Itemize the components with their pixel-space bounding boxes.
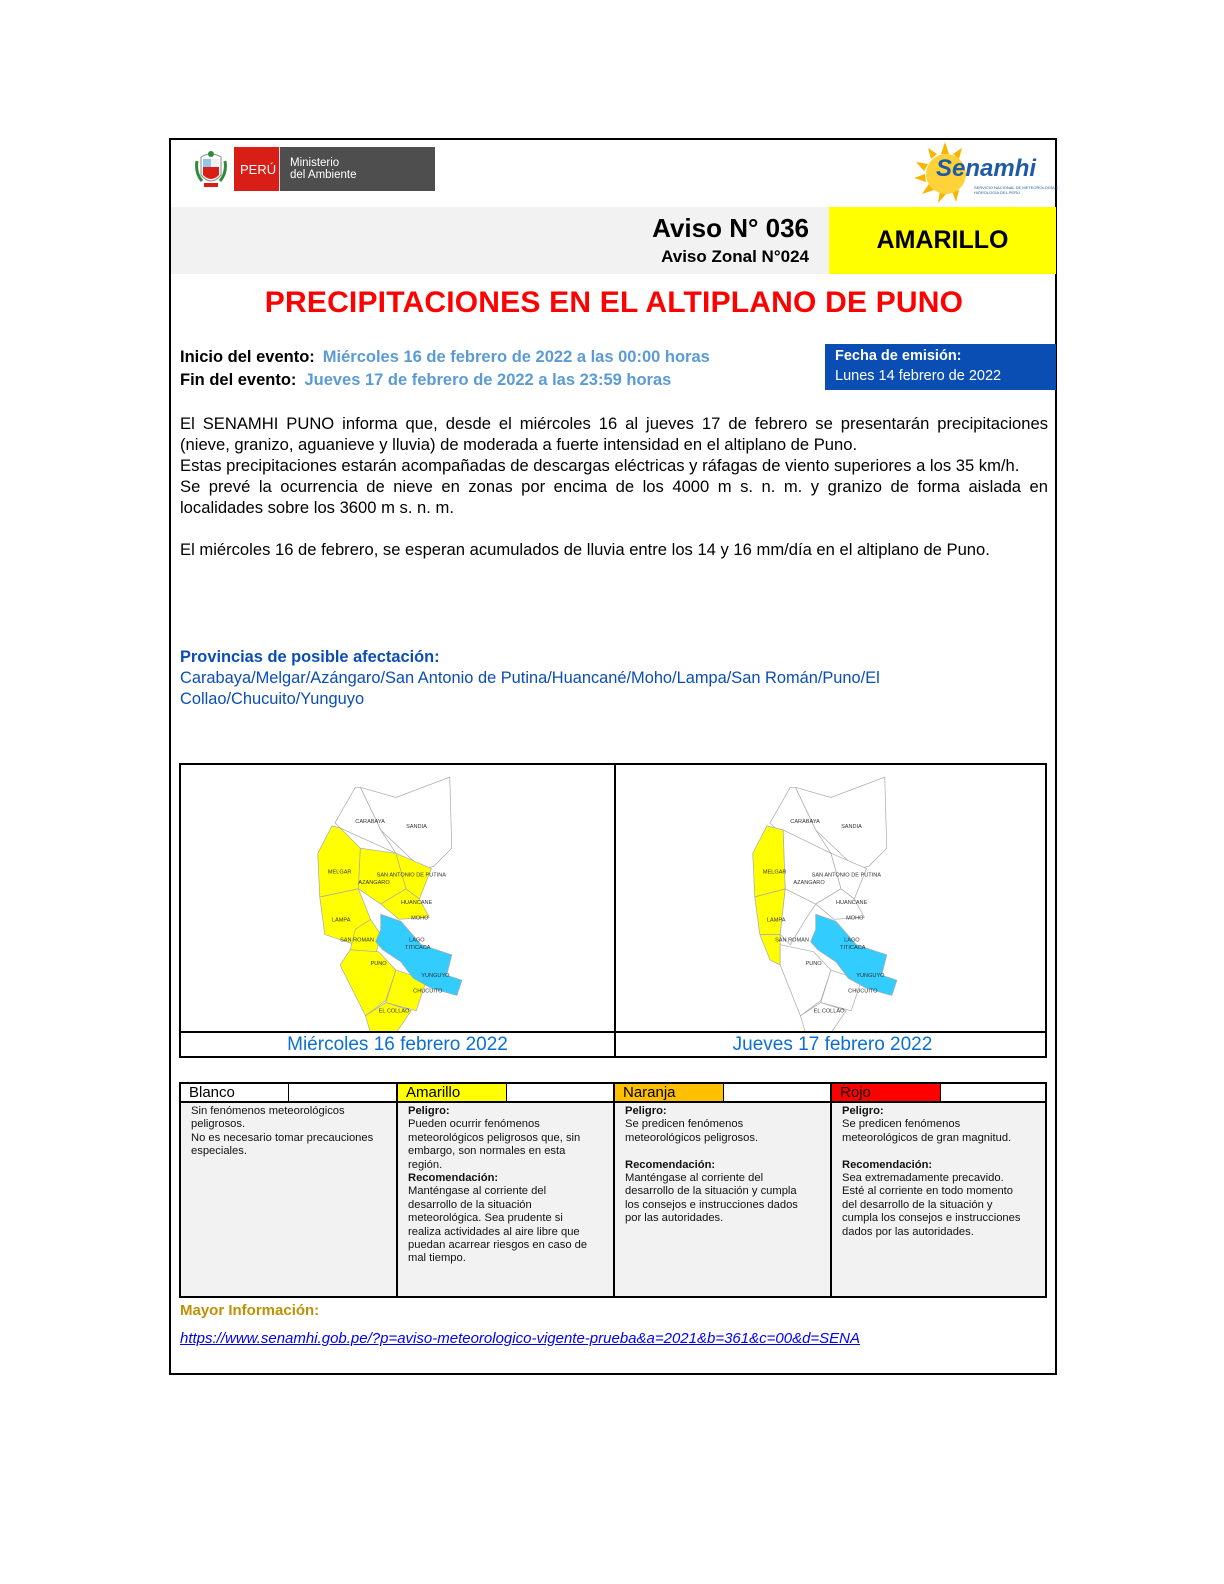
warning-description <box>180 413 1048 560</box>
ministry-logo <box>194 147 435 191</box>
peru-coat-of-arms-icon <box>194 147 228 191</box>
aviso-zonal-number: Aviso Zonal N°024 <box>661 247 809 266</box>
aviso-header-bar <box>171 207 829 274</box>
map-label-lampa: LAMPA <box>766 917 786 924</box>
map-label-lago: LAGO <box>844 937 860 944</box>
senamhi-wordmark: Senamhi <box>936 155 1037 182</box>
alert-level-badge: AMARILLO <box>829 207 1056 274</box>
legend-divider <box>613 1084 615 1296</box>
legend-text: Sin fenómenos meteorológicos <box>191 1105 345 1117</box>
legend-text: meteorológica. Sea prudente si <box>408 1212 563 1225</box>
map-label-putina: SAN ANTONIO DE PUTINA <box>376 872 446 879</box>
map-cell-day2 <box>616 765 1049 1031</box>
legend-desc-rojo <box>842 1105 1042 1239</box>
map-caption-day1: Miércoles 16 febrero 2022 <box>287 1034 508 1055</box>
map-label-el-collao: EL COLLAO <box>378 1008 410 1015</box>
description-paragraph: El SENAMHI PUNO informa que, desde el miércoles 16 al jueves 17 de febrero se presentarán precipitaciones (nieve, granizo, aguanieve y lluvia) de moderada a fuerte intensidad en el altiplano de Puno. <box>180 414 1048 454</box>
legend-desc-amarillo <box>408 1105 608 1266</box>
map-label-titicaca: TITICACA <box>405 944 431 951</box>
event-end-row <box>180 369 710 392</box>
legend-text: Pueden ocurrir fenómenos <box>408 1118 540 1131</box>
legend-text: embargo, son normales en esta <box>408 1145 566 1158</box>
map-caption-day2: Jueves 17 febrero 2022 <box>732 1034 933 1055</box>
map-label-carabaya: CARABAYA <box>790 818 820 825</box>
legend-divider <box>396 1084 398 1296</box>
legend-text: cumpla los consejos e instrucciones <box>842 1212 1021 1225</box>
legend-peligro-label: Peligro: <box>842 1105 884 1117</box>
map-label-sandia: SANDIA <box>406 823 427 830</box>
aviso-number: Aviso N° 036 <box>652 213 809 243</box>
more-info-label: Mayor Información: <box>180 1302 320 1319</box>
provinces-list: Carabaya/Melgar/Azángaro/San Antonio de Putina/Huancané/Moho/Lampa/San Román/Puno/El Collao/Chucuito/Yunguyo <box>180 669 880 708</box>
legend-recomendacion-label: Recomendación: <box>842 1158 933 1171</box>
legend-recomendacion-label: Recomendación: <box>625 1158 716 1171</box>
legend-divider <box>830 1084 832 1296</box>
legend-text: meteorológicos peligrosos. <box>625 1131 759 1144</box>
legend-text: los consejos e instrucciones dados <box>625 1198 798 1211</box>
legend-recomendacion-label: Recomendación: <box>408 1172 499 1185</box>
legend-text: desarrollo de la situación y cumpla <box>625 1185 797 1198</box>
region-melgar <box>753 826 785 897</box>
legend-text: Esté al corriente en todo momento <box>842 1185 1014 1198</box>
legend-peligro-label: Peligro: <box>625 1105 667 1117</box>
map-label-chucuito: CHUCUITO <box>848 988 878 995</box>
map-label-lampa: LAMPA <box>331 917 351 924</box>
ministry-line-1: Ministerio <box>290 157 340 169</box>
legend-text: región. <box>408 1158 443 1171</box>
senamhi-subtitle: SERVICIO NACIONAL DE METEOROLOGÍA E HIDROLOGÍA DEL PERÚ <box>974 185 1059 195</box>
region-melgar <box>318 826 361 897</box>
map-label-melgar: MELGAR <box>762 869 787 876</box>
senamhi-logo <box>912 140 1058 206</box>
map-label-yunguyo: YUNGUYO <box>856 973 885 980</box>
legend-desc-naranja <box>625 1105 825 1226</box>
puno-map-day1 <box>296 767 506 1031</box>
map-label-titicaca: TITICACA <box>840 944 866 951</box>
map-label-moho: MOHO <box>846 915 864 922</box>
legend-chip-amarillo: Amarillo <box>397 1084 507 1101</box>
legend-chip-naranja: Naranja <box>614 1084 724 1101</box>
event-start-value: Miércoles 16 de febrero de 2022 a las 00:00 horas <box>322 348 710 366</box>
legend-text: desarrollo de la situación <box>408 1198 532 1211</box>
puno-map-day2 <box>731 767 941 1031</box>
map-label-sandia: SANDIA <box>841 823 862 830</box>
legend-text: puedan acarrear riesgos en caso de <box>408 1239 588 1252</box>
legend-text: realiza actividades al aire libre que <box>408 1225 580 1238</box>
provinces-label: Provincias de posible afectación: <box>180 648 440 666</box>
event-dates <box>180 346 710 392</box>
map-label-puno: PUNO <box>805 961 822 967</box>
legend-text: Se predicen fenómenos <box>625 1118 744 1131</box>
map-label-chucuito: CHUCUITO <box>413 988 443 995</box>
map-label-yunguyo: YUNGUYO <box>421 973 450 980</box>
event-start-label: Inicio del evento: <box>180 348 315 366</box>
description-paragraph: El miércoles 16 de febrero, se esperan acumulados de lluvia entre los 14 y 16 mm/día en el altiplano de Puno. <box>180 540 990 559</box>
legend-text: dados por las autoridades. <box>842 1225 974 1238</box>
map-cell-day1 <box>181 765 614 1031</box>
map-label-san-roman: SAN ROMAN <box>775 937 809 944</box>
legend-text: meteorológicos de gran magnitud. <box>842 1131 1012 1144</box>
legend-text: No es necesario tomar precauciones <box>191 1131 374 1144</box>
legend-chip-rojo: Rojo <box>831 1084 941 1101</box>
affected-provinces <box>180 647 1040 710</box>
map-label-el-collao: EL COLLAO <box>813 1008 845 1015</box>
legend-text: Manténgase al corriente del <box>408 1185 547 1198</box>
map-label-lago: LAGO <box>409 937 425 944</box>
map-label-puno: PUNO <box>370 961 387 967</box>
legend-text: peligrosos. <box>191 1118 246 1131</box>
legend-desc-blanco <box>191 1105 391 1159</box>
legend-chip-blanco: Blanco <box>181 1084 289 1101</box>
emission-date-box <box>825 344 1056 390</box>
map-label-moho: MOHO <box>411 915 429 922</box>
legend-text: por las autoridades. <box>625 1212 724 1225</box>
legend-text: mal tiempo. <box>408 1252 466 1265</box>
alert-level-legend <box>179 1082 1047 1298</box>
event-end-label: Fin del evento: <box>180 371 297 389</box>
event-end-value: Jueves 17 de febrero de 2022 a las 23:59 horas <box>304 371 672 389</box>
legend-text: meteorológicos peligrosos que, sin <box>408 1131 581 1144</box>
map-label-putina: SAN ANTONIO DE PUTINA <box>811 872 881 879</box>
peru-label: PERÚ <box>234 147 279 191</box>
legend-text: especiales. <box>191 1145 247 1158</box>
event-start-row <box>180 346 710 369</box>
map-label-carabaya: CARABAYA <box>355 818 385 825</box>
legend-peligro-label: Peligro: <box>408 1105 450 1117</box>
legend-text: del desarrollo de la situación y <box>842 1198 993 1211</box>
legend-text: Se predicen fenómenos <box>842 1118 961 1131</box>
map-label-azangaro: AZANGARO <box>358 879 390 886</box>
ministry-name <box>279 147 435 191</box>
description-paragraph: Estas precipitaciones estarán acompañadas de descargas eléctricas y ráfagas de viento superiores a los 35 km/h. <box>180 456 1020 475</box>
forecast-maps-table <box>179 763 1047 1058</box>
legend-text: Manténgase al corriente del <box>625 1172 764 1185</box>
description-paragraph: Se prevé la ocurrencia de nieve en zonas por encima de los 4000 m s. n. m. y granizo de forma aislada en localidades sobre los 3600 m s. n. m. <box>180 477 1048 517</box>
ministry-line-2: del Ambiente <box>290 169 357 181</box>
map-label-huancane: HUANCANE <box>401 900 433 907</box>
emission-label: Fecha de emisión: <box>835 348 962 364</box>
legend-text: Sea extremadamente precavido. <box>842 1172 1004 1185</box>
emission-value: Lunes 14 febrero de 2022 <box>835 368 1002 384</box>
map-label-melgar: MELGAR <box>327 869 352 876</box>
map-label-huancane: HUANCANE <box>836 900 868 907</box>
map-label-azangaro: AZANGARO <box>793 879 825 886</box>
page-title: PRECIPITACIONES EN EL ALTIPLANO DE PUNO <box>264 286 964 319</box>
map-label-san-roman: SAN ROMAN <box>340 937 374 944</box>
more-info-link[interactable]: https://www.senamhi.gob.pe/?p=aviso-meteorologico-vigente-prueba&a=2021&b=361&c=00&d=SENA <box>180 1330 861 1347</box>
